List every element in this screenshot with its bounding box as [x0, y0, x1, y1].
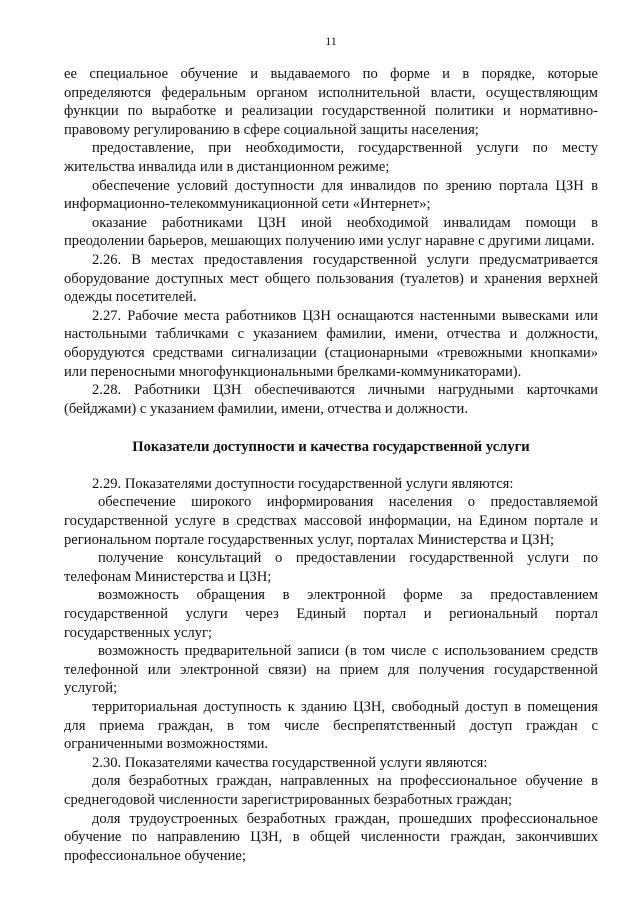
- paragraph-2-29: 2.29. Показателями доступности государственной услуги являются:: [92, 475, 514, 492]
- paragraph-unemployed-share: доля безработных граждан, направленных на профессиональное обучение в среднегодовой численности зарегистрированных безработных граждан;: [64, 773, 598, 808]
- paragraph-2-27: 2.27. Рабочие места работников ЦЗН оснащаются настенными вывесками или настольными табличками с указанием фамилии, имени, отчества и должности, оборудуются средствами сигнализации (стационарными «тревожными кнопками» или переносными многофункциональными брелками-коммуникаторами).: [64, 307, 598, 380]
- paragraph-consultations: получение консультаций о предоставлении государственной услуги по телефонам Министерства и ЦЗН;: [64, 550, 598, 585]
- paragraph-pre-registration: возможность предварительной записи (в том числе с использованием средств телефонной или электронной связи) на прием для получения государственной услугой;: [64, 643, 598, 697]
- section-heading: Показатели доступности и качества государственной услуги: [132, 439, 530, 456]
- paragraph-visually-impaired-portal: обеспечение условий доступности для инвалидов по зрению портала ЦЗН в информационно-телекоммуникационной сети «Интернет»;: [64, 177, 598, 213]
- page-number: 11: [325, 34, 337, 48]
- paragraph-wide-informing: обеспечение широкого информирования населения о предоставляемой государственной услуге в средствах массовой информации, на Едином портале и региональном портале государственных услуг, порталах Министерства и ЦЗН;: [64, 494, 598, 548]
- paragraph-remote-service: предоставление, при необходимости, государственной услуги по месту жительства инвалида или в дистанционном режиме;: [64, 140, 598, 175]
- paragraph-assistance: оказание работниками ЦЗН иной необходимой инвалидам помощи в преодолении барьеров, мешающих получению ими услуг наравне с другими лицами.: [64, 214, 598, 250]
- paragraph-territorial-access: территориальная доступность к зданию ЦЗН, свободный доступ в помещения для приема граждан, в том числе беспрепятственный доступ граждан с ограниченными возможностями.: [64, 699, 598, 753]
- paragraph-electronic-form: возможность обращения в электронной форме за предоставлением государственной услуги через Единый портал и региональный портал государственных услуг;: [64, 587, 598, 641]
- paragraph-2-30: 2.30. Показателями качества государственной услуги являются:: [92, 754, 488, 771]
- paragraph-2-28: 2.28. Работники ЦЗН обеспечиваются личными нагрудными карточками (бейджами) с указанием фамилии, имени, отчества и должности.: [64, 382, 598, 417]
- paragraph-employed-share: доля трудоустроенных безработных граждан, прошедших профессиональное обучение по направлению ЦЗН, в общей численности граждан, закончивших профессиональное обучение;: [64, 810, 598, 864]
- paragraph-continuation: ее специальное обучение и выдаваемого по форме и в порядке, которые определяются федеральным органом исполнительной власти, осуществляющим функции по выработке и реализации государственной политики и нормативно-правовому регулированию в сфере социальной защиты населения;: [64, 66, 598, 138]
- paragraph-2-26: 2.26. В местах предоставления государственной услуги предусматривается оборудование доступных мест общего пользования (туалетов) и хранения верхней одежды посетителей.: [64, 251, 598, 306]
